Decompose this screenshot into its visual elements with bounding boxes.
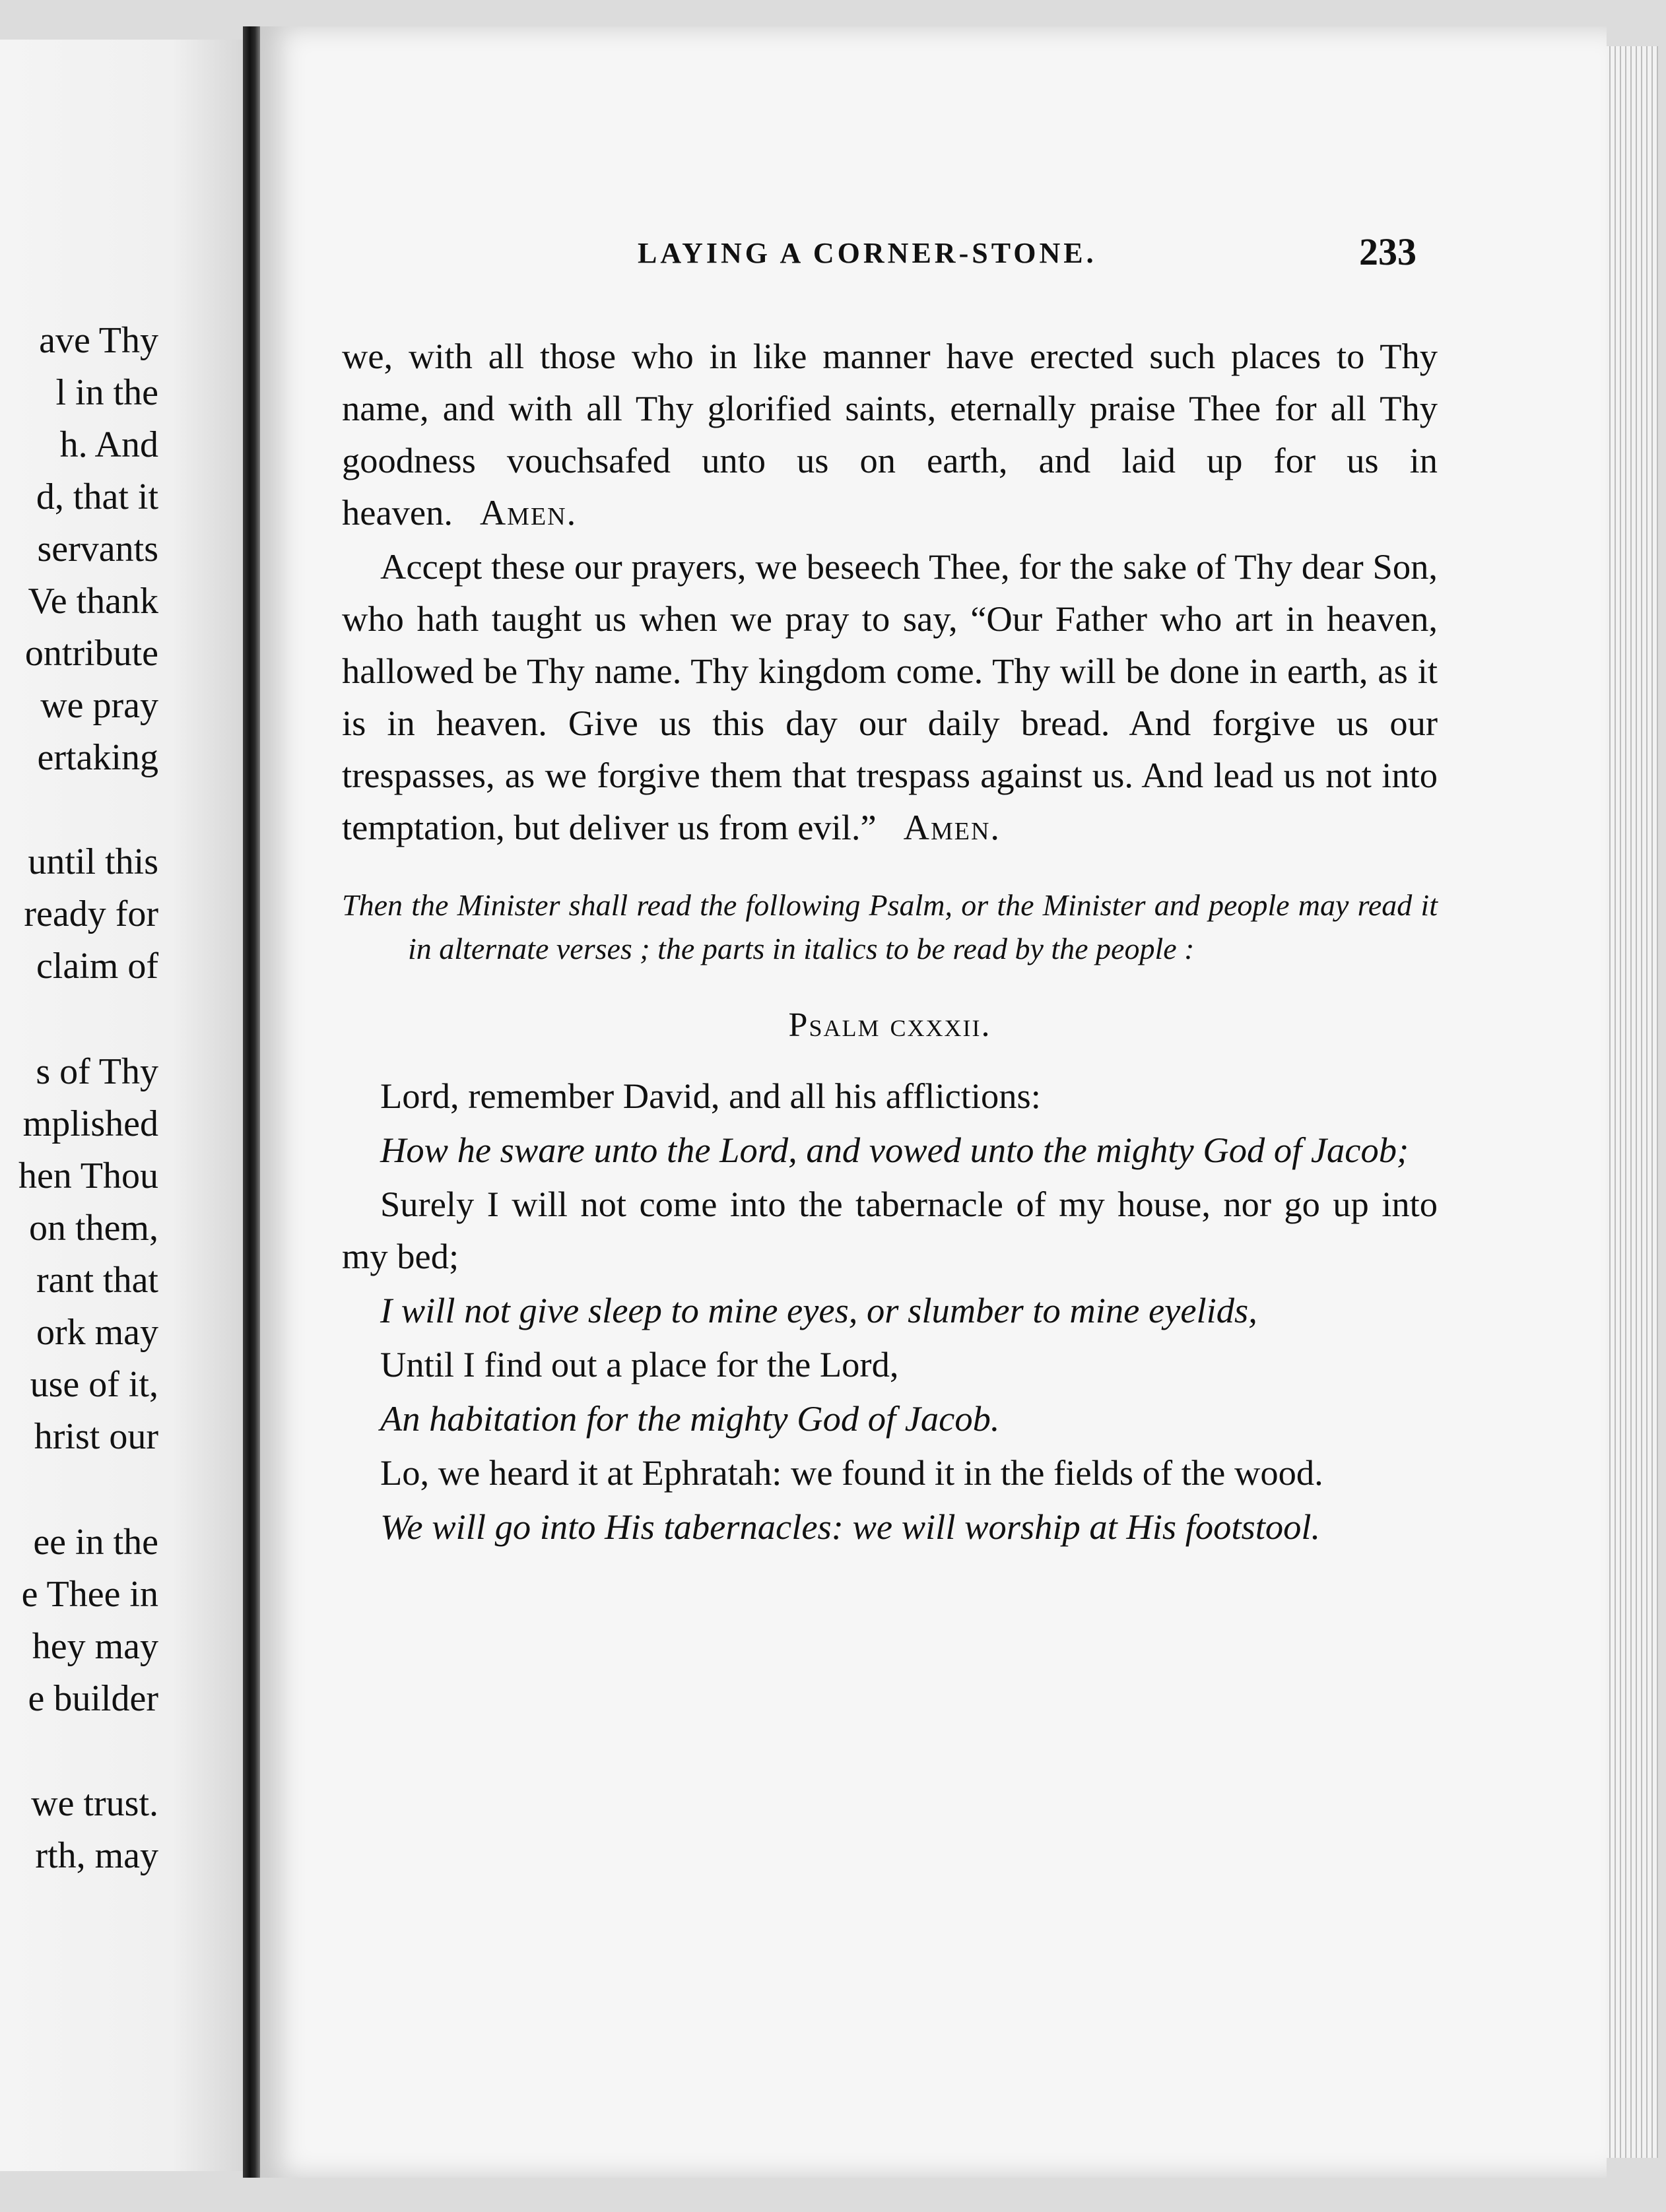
paragraph-text: we, with all those who in like manner have erected such places to Thy name, and with all Thy glorified saints, eternally praise Thee for all Thy goodness vouchsafed unto us on earth, and laid up for us in heaven.	[342, 336, 1438, 533]
psalm-verse: Surely I will not come into the tabernacle of my house, nor go up into my bed;	[342, 1184, 1438, 1276]
left-page-line: h. And	[59, 424, 158, 465]
psalm-heading: Psalm cxxxii.	[788, 1006, 991, 1044]
psalm-verse-response: We will go into His tabernacles: we will worship at His footstool.	[380, 1507, 1321, 1547]
psalm-verse: Lo, we heard it at Ephratah: we found it in the fields of the wood.	[380, 1452, 1323, 1493]
amen-text: Amen.	[479, 492, 578, 533]
left-page-line: hrist our	[34, 1416, 158, 1457]
left-page-line: hen Thou	[18, 1155, 158, 1196]
left-page-line: e builder	[28, 1678, 158, 1719]
psalm-verse: Until I find out a place for the Lord,	[380, 1344, 899, 1384]
psalm-verse-response: An habitation for the mighty God of Jacob.	[380, 1398, 1000, 1439]
left-page-line: rant that	[36, 1260, 158, 1301]
amen-text: Amen.	[903, 807, 1001, 847]
left-page-line: ertaking	[37, 737, 158, 778]
rubric: Then the Minister shall read the following Psalm, or the Minister and people may read it in alternate verses ; the parts in italics to be read by the people :	[342, 888, 1438, 965]
left-page-line: hey may	[32, 1626, 158, 1667]
left-page-line: ontribute	[24, 633, 158, 674]
page-edges	[1604, 46, 1658, 2158]
left-page-line: until this	[28, 841, 158, 882]
left-page-line: Ve thank	[28, 581, 158, 622]
left-page-line: ee in the	[33, 1522, 158, 1563]
left-page-line: ready for	[24, 894, 158, 934]
running-head	[260, 224, 1607, 277]
left-page-line: servants	[37, 529, 158, 569]
left-page-line: s of Thy	[36, 1051, 158, 1092]
header-title: LAYING A CORNER-STONE.	[638, 237, 1097, 269]
book-gutter	[243, 26, 260, 2178]
body-text	[342, 330, 1438, 1555]
left-page-fragment	[0, 40, 246, 2171]
left-page-line: ork may	[36, 1312, 158, 1353]
paragraph	[342, 540, 1438, 853]
paragraph-text: Accept these our prayers, we beseech Thee, for the sake of Thy dear Son, who hath taught us when we pray to say, “Our Father who art in heaven, hallowed be Thy name. Thy kingdom come. Thy will be done in earth, as it is in heaven. Give us this day our daily bread. And forgive us our trespasses, as we forgive them that trespass against us. And lead us not into temptation, but deliver us from evil.”	[342, 546, 1438, 847]
left-page-line: e Thee in	[21, 1574, 158, 1615]
left-page-line: claim of	[36, 946, 158, 987]
left-page-line: d, that it	[36, 476, 158, 517]
left-page-line: we trust.	[31, 1783, 158, 1824]
psalm-verse: Lord, remember David, and all his afflictions:	[380, 1076, 1041, 1116]
left-page-line: use of it,	[30, 1364, 158, 1405]
paragraph	[342, 330, 1438, 538]
page-number: 233	[1359, 230, 1416, 273]
left-page-line: mplished	[22, 1103, 158, 1144]
psalm-verse-response: How he sware unto the Lord, and vowed unto the mighty God of Jacob;	[380, 1130, 1409, 1170]
left-page-line: ave Thy	[39, 320, 158, 361]
psalm-verse-response: I will not give sleep to mine eyes, or slumber to mine eyelids,	[380, 1290, 1257, 1330]
left-page-line: l in the	[55, 372, 158, 413]
left-page-line: we pray	[40, 685, 158, 726]
right-page	[260, 26, 1607, 2178]
left-page-line: on them,	[29, 1208, 158, 1249]
left-page-line: rth, may	[35, 1835, 158, 1876]
